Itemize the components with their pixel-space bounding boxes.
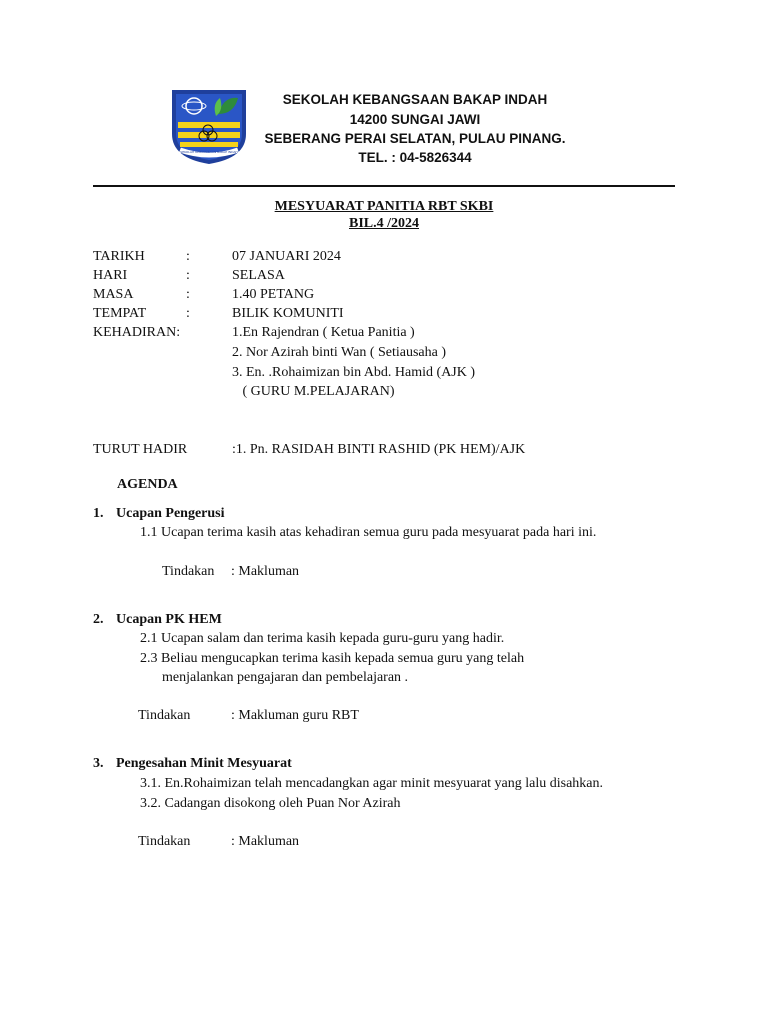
turut-hadir-label: TURUT HADIR: [93, 442, 188, 457]
agenda-line: 2.1 Ucapan salam dan terima kasih kepada guru-guru yang hadir.: [140, 631, 505, 646]
tindakan-label: Tindakan: [138, 708, 191, 723]
kehadiran-label: KEHADIRAN:: [93, 325, 181, 340]
agenda-number: 3.: [93, 756, 104, 771]
tindakan-value: : Makluman: [231, 834, 300, 849]
attendee-item: 2. Nor Azirah binti Wan ( Setiausaha ): [232, 345, 447, 360]
document-number: BIL.4 /2024: [348, 216, 419, 231]
agenda-line: menjalankan pengajaran dan pembelajaran .: [162, 670, 409, 685]
agenda-heading-item: Pengesahan Minit Mesyuarat: [116, 756, 292, 771]
school-address: SEBERANG PERAI SELATAN, PULAU PINANG.: [264, 131, 566, 146]
agenda-line: 3.2. Cadangan disokong oleh Puan Nor Azirah: [140, 796, 401, 811]
school-postcode: 14200 SUNGAI JAWI: [349, 112, 481, 127]
agenda-line: 2.3 Beliau mengucapkan terima kasih kepada semua guru yang telah: [140, 651, 525, 666]
tarikh-label: TARIKH: [93, 249, 145, 264]
agenda-heading-item: Ucapan PK HEM: [116, 612, 222, 627]
tempat-label: TEMPAT: [93, 306, 147, 321]
tempat-value: BILIK KOMUNITI: [232, 306, 344, 321]
masa-value: 1.40 PETANG: [232, 287, 315, 302]
hari-label: HARI: [93, 268, 128, 283]
agenda-heading-item: Ucapan Pengerusi: [116, 506, 225, 521]
tarikh-value: 07 JANUARI 2024: [232, 249, 341, 264]
tindakan-value: : Makluman guru RBT: [231, 708, 359, 723]
tindakan-label: Tindakan: [162, 564, 215, 579]
crest-text: SEKOLAH KEBANGSAAN BAKAP INDAH: [180, 150, 238, 154]
attendee-item: 3. En. .Rohaimizan bin Abd. Hamid (AJK ): [232, 365, 476, 380]
document-title: MESYUARAT PANITIA RBT SKBI: [274, 199, 494, 214]
tindakan-label: Tindakan: [138, 834, 191, 849]
agenda-heading: AGENDA: [117, 477, 178, 492]
attendee-item: 1.En Rajendran ( Ketua Panitia ): [232, 325, 415, 340]
agenda-line: 3.1. En.Rohaimizan telah mencadangkan agar minit mesyuarat yang lalu disahkan.: [140, 776, 604, 791]
agenda-number: 1.: [93, 506, 104, 521]
attendee-item: ( GURU M.PELAJARAN): [232, 384, 395, 399]
agenda-number: 2.: [93, 612, 104, 627]
colon: :: [186, 268, 190, 283]
turut-hadir-value: :1. Pn. RASIDAH BINTI RASHID (PK HEM)/AJK: [232, 442, 526, 457]
colon: :: [186, 306, 190, 321]
header-divider: [93, 185, 675, 187]
agenda-line: 1.1 Ucapan terima kasih atas kehadiran semua guru pada mesyuarat pada hari ini.: [140, 525, 597, 540]
school-tel: TEL. : 04-5826344: [358, 150, 472, 165]
tindakan-value: : Makluman: [231, 564, 300, 579]
school-crest-icon: [166, 86, 252, 166]
school-name: SEKOLAH KEBANGSAAN BAKAP INDAH: [282, 92, 548, 107]
colon: :: [186, 287, 190, 302]
hari-value: SELASA: [232, 268, 285, 283]
colon: :: [186, 249, 190, 264]
masa-label: MASA: [93, 287, 134, 302]
